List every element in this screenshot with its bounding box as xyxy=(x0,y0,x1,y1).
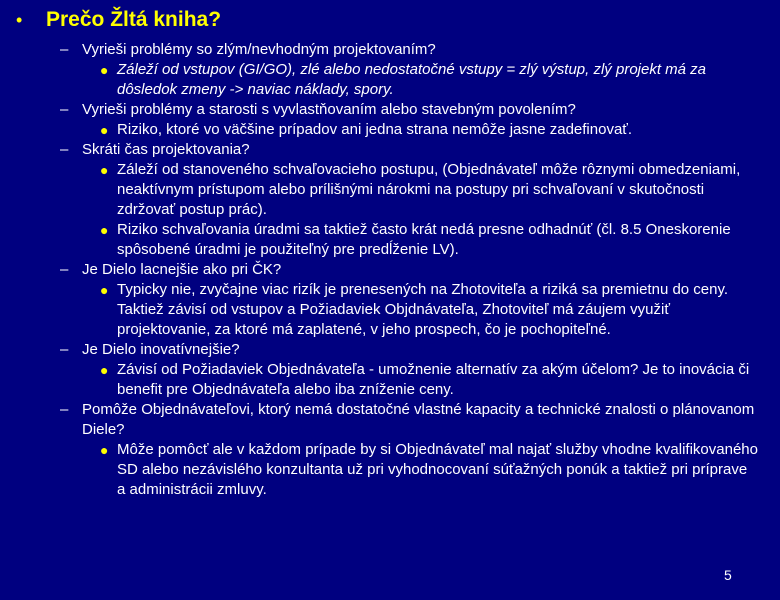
question-text: Pomôže Objednávateľovi, ktorý nemá dostatočné vlastné kapacity a technické znalosti o plánovanom Diele? xyxy=(82,401,755,438)
page-number: 5 xyxy=(724,567,732,583)
dot-bullet-icon: ● xyxy=(100,442,109,458)
dash-bullet-icon: – xyxy=(60,261,69,278)
dot-bullet-icon: ● xyxy=(100,162,109,178)
dot-bullet-icon: ● xyxy=(100,122,109,138)
title-bullet: • xyxy=(16,10,23,30)
question-text: Je Dielo lacnejšie ako pri ČK? xyxy=(82,261,282,278)
answer-text: Záleží od vstupov (GI/GO), zlé alebo nedostatočné vstupy = zlý výstup, zlý projekt má za dôsledok zmeny -> naviac náklady, spory. xyxy=(117,61,707,98)
dot-bullet-icon: ● xyxy=(100,222,109,238)
answer-text: Typicky nie, zvyčajne viac rizík je prenesených na Zhotoviteľa a riziká sa premietnu do ceny. Taktiež závisí od vstupov a Požiadaviek Objdnávateľa, Zhotoviteľ má záujem využiť projektovanie, za ktoré má zaplatené, v jeho prospech, čo je pochopiteľné. xyxy=(117,281,729,338)
question-item xyxy=(0,400,780,440)
answer-text: Závisí od Požiadaviek Objednávateľa - umožnenie alternatív za akým účelom? Je to inovácia či benefit pre Objednávateľa alebo iba zníženie ceny. xyxy=(117,361,750,398)
answer-item xyxy=(0,440,780,500)
question-item xyxy=(0,140,780,160)
dash-bullet-icon: – xyxy=(60,401,69,418)
question-text: Skráti čas projektovania? xyxy=(82,141,250,158)
dot-bullet-icon: ● xyxy=(100,62,109,78)
question-item xyxy=(0,100,780,120)
dot-bullet-icon: ● xyxy=(100,282,109,298)
answer-item xyxy=(0,120,780,140)
answer-item xyxy=(0,280,780,340)
answer-text: Riziko schvaľovania úradmi sa taktiež často krát nedá presne odhadnúť (čl. 8.5 Oneskorenie spôsobené úradmi je použiteľný pre predĺženie LV). xyxy=(117,221,731,258)
dot-bullet-icon: ● xyxy=(100,362,109,378)
answer-text: Záleží od stanoveného schvaľovacieho postupu, (Objednávateľ môže rôznymi obmedzeniami, neaktívnym prístupom alebo prílišnými nárokmi na postupy pri schvaľovaní v skutočnosti zdržovať postup prác). xyxy=(117,161,741,218)
question-text: Vyrieši problémy a starosti s vyvlastňovaním alebo stavebným povolením? xyxy=(82,101,576,118)
question-text: Je Dielo inovatívnejšie? xyxy=(82,341,240,358)
question-item xyxy=(0,40,780,60)
slide-title: Prečo Žltá kniha? xyxy=(46,8,222,31)
dash-bullet-icon: – xyxy=(60,41,69,58)
dash-bullet-icon: – xyxy=(60,141,69,158)
question-item xyxy=(0,260,780,280)
question-item xyxy=(0,340,780,360)
answer-item xyxy=(0,160,780,220)
answer-item xyxy=(0,220,780,260)
answer-item xyxy=(0,60,780,100)
answer-text: Môže pomôcť ale v každom prípade by si Objednávateľ mal najať služby vhodne kvalifikovaného SD alebo nezávislého konzultanta už pri vyhodnocovaní súťažných ponúk a taktiež pri príprave a administrácii zmluvy. xyxy=(117,441,758,498)
dash-bullet-icon: – xyxy=(60,101,69,118)
bullet-list xyxy=(0,40,780,500)
dash-bullet-icon: – xyxy=(60,341,69,358)
title-row xyxy=(16,8,221,32)
question-text: Vyrieši problémy so zlým/nevhodným projektovaním? xyxy=(82,41,436,58)
answer-text: Riziko, ktoré vo väčšine prípadov ani jedna strana nemôže jasne zadefinovať. xyxy=(117,121,633,138)
answer-item xyxy=(0,360,780,400)
